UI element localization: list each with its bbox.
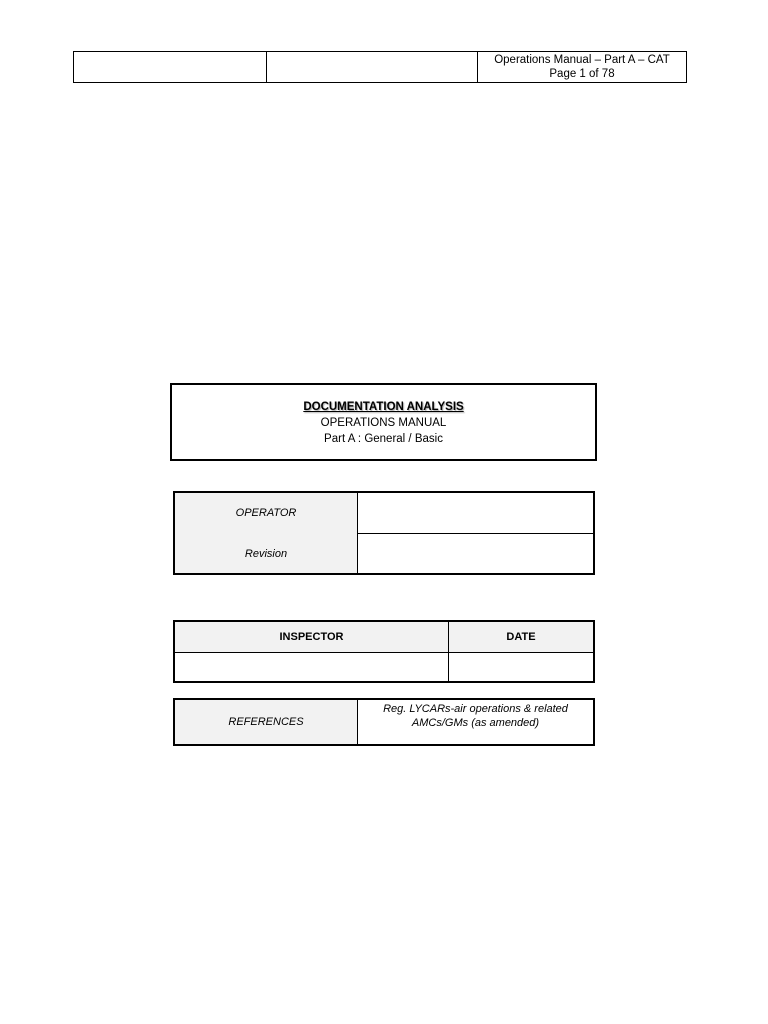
references-value-line2: AMCs/GMs (as amended) <box>411 717 540 729</box>
date-header: DATE <box>449 621 595 653</box>
operator-label-cell <box>174 492 358 574</box>
document-subtitle: OPERATIONS MANUAL <box>320 417 447 429</box>
document-title-box <box>170 383 597 461</box>
operator-value <box>358 492 595 533</box>
references-value-line1: Reg. LYCARs-air operations & related <box>383 703 568 715</box>
inspector-header: INSPECTOR <box>174 621 449 653</box>
operator-label: OPERATOR <box>235 507 297 519</box>
date-value <box>449 653 595 683</box>
page-header-table <box>73 51 687 83</box>
references-table <box>173 698 595 746</box>
header-cell-middle <box>267 52 478 83</box>
references-value <box>358 699 595 745</box>
revision-value <box>358 533 595 574</box>
inspector-value <box>174 653 449 683</box>
revision-label: Revision <box>244 548 288 560</box>
document-part: Part A : General / Basic <box>324 433 443 445</box>
manual-title: Operations Manual – Part A – CAT <box>494 54 670 66</box>
document-title: DOCUMENTATION ANALYSIS <box>303 401 464 413</box>
inspector-table <box>173 620 595 683</box>
header-cell-left <box>74 52 267 83</box>
page-number: Page 1 of 78 <box>549 68 615 80</box>
header-cell-right <box>478 52 687 83</box>
references-label: REFERENCES <box>174 699 358 745</box>
operator-table <box>173 491 595 575</box>
